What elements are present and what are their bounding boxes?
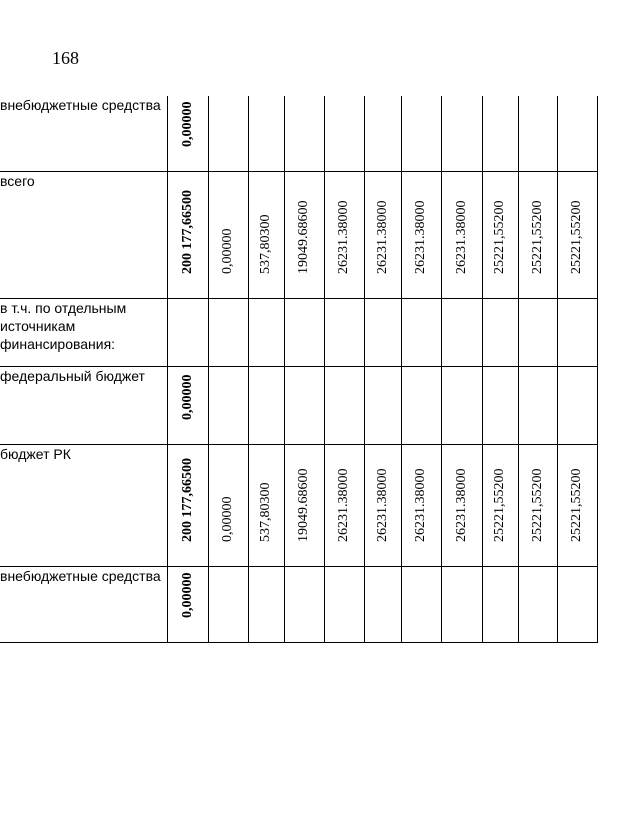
- year-value-cell: [324, 96, 364, 171]
- year-value-cell: [441, 171, 482, 298]
- year-value-cell: [324, 366, 364, 444]
- year-value-cell: [364, 298, 401, 366]
- total-cell: [167, 444, 208, 566]
- year-value: 25221,55200: [492, 200, 507, 274]
- year-value-cell: [208, 566, 248, 642]
- year-value-cell: [248, 171, 284, 298]
- year-value-cell: [248, 96, 284, 171]
- year-value-cell: [482, 566, 518, 642]
- row-label: всего: [0, 171, 167, 298]
- year-value-cell: [518, 444, 557, 566]
- year-value-cell: [324, 298, 364, 366]
- year-value-cell: [557, 366, 597, 444]
- year-value-cell: [208, 171, 248, 298]
- year-value-cell: [518, 96, 557, 171]
- year-value-cell: [518, 171, 557, 298]
- year-value-cell: [482, 366, 518, 444]
- year-value-cell: [557, 566, 597, 642]
- year-value-cell: [324, 566, 364, 642]
- year-value-cell: [482, 444, 518, 566]
- year-value-cell: [324, 444, 364, 566]
- row-label: бюджет РК: [0, 444, 167, 566]
- row-label: внебюджетные средства: [0, 566, 167, 642]
- table-row: [0, 444, 597, 566]
- table-row: [0, 366, 597, 444]
- table-row: [0, 298, 597, 366]
- year-value: 0,00000: [220, 228, 235, 274]
- table-row: [0, 171, 597, 298]
- total-cell: [167, 96, 208, 171]
- year-value-cell: [208, 96, 248, 171]
- year-value: 19049.68600: [296, 468, 311, 542]
- year-value-cell: [284, 96, 324, 171]
- year-value-cell: [248, 566, 284, 642]
- year-value-cell: [482, 96, 518, 171]
- year-value-cell: [364, 96, 401, 171]
- year-value: 26231.38000: [336, 468, 351, 542]
- year-value: 537,80300: [258, 214, 273, 274]
- year-value-cell: [364, 566, 401, 642]
- year-value-cell: [248, 366, 284, 444]
- total-cell: [167, 171, 208, 298]
- year-value-cell: [518, 366, 557, 444]
- year-value-cell: [364, 366, 401, 444]
- year-value-cell: [401, 298, 441, 366]
- year-value-cell: [401, 96, 441, 171]
- year-value: 26231.38000: [336, 200, 351, 274]
- year-value-cell: [401, 366, 441, 444]
- budget-table: [0, 96, 598, 643]
- year-value-cell: [324, 171, 364, 298]
- year-value: 26231.38000: [413, 200, 428, 274]
- year-value: 25221,55200: [569, 468, 584, 542]
- year-value-cell: [482, 298, 518, 366]
- year-value-cell: [284, 566, 324, 642]
- year-value: 25221,55200: [529, 200, 545, 274]
- total-cell: [167, 366, 208, 444]
- total-value: 0,00000: [179, 572, 195, 618]
- row-label: внебюджетные средства: [0, 96, 167, 171]
- row-label: в т.ч. по отдельным источникам финансирования:: [0, 298, 167, 366]
- year-value: 26231.38000: [453, 200, 469, 274]
- year-value-cell: [441, 298, 482, 366]
- year-value-cell: [441, 96, 482, 171]
- year-value: 0,00000: [220, 496, 235, 542]
- year-value-cell: [441, 444, 482, 566]
- year-value: 25221,55200: [492, 468, 507, 542]
- total-value: 0,00000: [179, 101, 195, 147]
- year-value-cell: [248, 444, 284, 566]
- year-value: 25221,55200: [569, 200, 584, 274]
- year-value-cell: [518, 566, 557, 642]
- year-value-cell: [208, 444, 248, 566]
- year-value-cell: [284, 171, 324, 298]
- year-value-cell: [208, 366, 248, 444]
- year-value-cell: [284, 366, 324, 444]
- year-value: 26231.38000: [374, 468, 390, 542]
- year-value: 19049.68600: [296, 200, 311, 274]
- year-value-cell: [248, 298, 284, 366]
- total-value: 0,00000: [179, 374, 195, 420]
- year-value: 537,80300: [258, 482, 273, 542]
- page-number: 168: [52, 48, 79, 68]
- year-value: 26231.38000: [413, 468, 428, 542]
- year-value-cell: [482, 171, 518, 298]
- year-value-cell: [364, 444, 401, 566]
- year-value-cell: [557, 96, 597, 171]
- total-cell: [167, 298, 208, 366]
- year-value-cell: [284, 444, 324, 566]
- year-value: 26231.38000: [374, 200, 390, 274]
- year-value-cell: [557, 171, 597, 298]
- table-row: [0, 96, 597, 171]
- year-value-cell: [557, 298, 597, 366]
- year-value-cell: [518, 298, 557, 366]
- total-value: 200 177,66500: [179, 457, 195, 542]
- year-value-cell: [401, 171, 441, 298]
- total-cell: [167, 566, 208, 642]
- year-value-cell: [557, 444, 597, 566]
- year-value: 25221,55200: [529, 468, 545, 542]
- year-value-cell: [441, 366, 482, 444]
- year-value-cell: [441, 566, 482, 642]
- year-value-cell: [364, 171, 401, 298]
- year-value-cell: [401, 566, 441, 642]
- year-value: 26231.38000: [453, 468, 469, 542]
- year-value-cell: [401, 444, 441, 566]
- year-value-cell: [284, 298, 324, 366]
- row-label: федеральный бюджет: [0, 366, 167, 444]
- year-value-cell: [208, 298, 248, 366]
- total-value: 200 177,66500: [179, 189, 195, 274]
- table-row: [0, 566, 597, 642]
